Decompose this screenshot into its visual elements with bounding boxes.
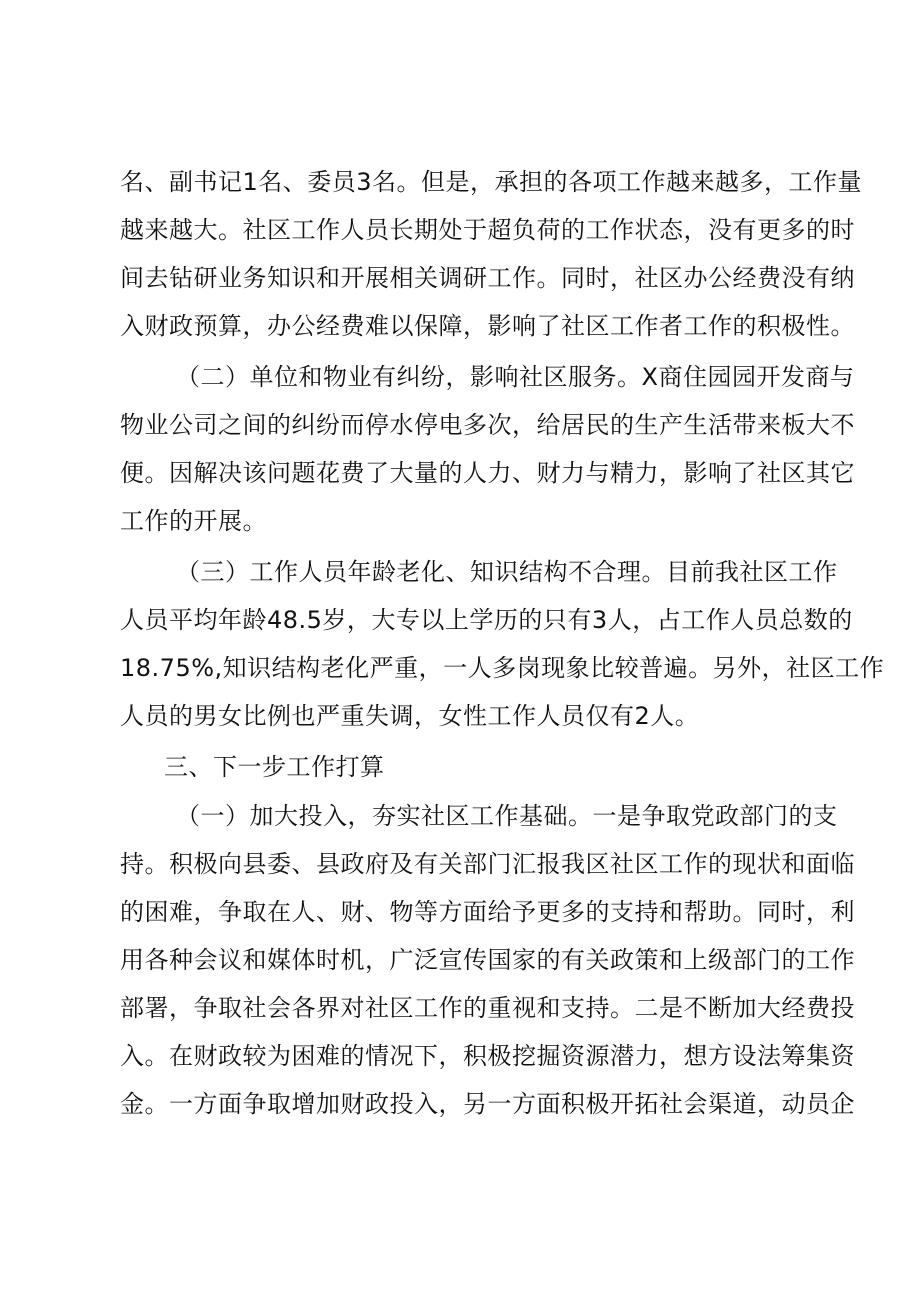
heading-text: 三、下一步工作打算	[164, 753, 385, 781]
text-line: （二）单位和物业有纠纷，影响社区服务。X商住园园开发商与	[176, 363, 855, 391]
text-line: 间去钻研业务知识和开展相关调研工作。同时，社区办公经费没有纳	[120, 264, 855, 292]
text-line: 人员平均年龄48.5岁，大专以上学历的只有3人，占工作人员总数的	[120, 606, 853, 634]
text-line: 金。一方面争取增加财政投入，另一方面积极开拓社会渠道，动员企	[120, 1090, 855, 1118]
paragraph-increase-investment	[120, 792, 855, 1128]
text-line: （一）加大投入，夯实社区工作基础。一是争取党政部门的支	[176, 802, 838, 830]
text-line: 便。因解决该问题花费了大量的人力、财力与精力，影响了社区其它	[120, 459, 855, 487]
text-line: 用各种会议和媒体时机，广泛宣传国家的有关政策和上级部门的工作	[120, 946, 855, 974]
paragraph-staff-aging	[120, 548, 885, 740]
text-line: 工作的开展。	[120, 507, 267, 535]
text-line: 的困难，争取在人、财、物等方面给予更多的支持和帮助。同时，利	[120, 898, 855, 926]
text-line: 名、副书记1名、委员3名。但是，承担的各项工作越来越多，工作量	[120, 168, 863, 196]
text-line: 物业公司之间的纠纷而停水停电多次，给居民的生产生活带来板大不	[120, 411, 855, 439]
text-line: 人员的男女比例也严重失调，女性工作人员仅有2人。	[120, 702, 700, 730]
text-line: 入。在财政较为困难的情况下，积极挖掘资源潜力，想方设法筹集资	[120, 1042, 855, 1070]
text-line: 入财政预算，办公经费难以保障，影响了社区工作者工作的积极性。	[120, 312, 855, 340]
text-line: 18.75%,知识结构老化严重，一人多岗现象比较普遍。另外，社区工作	[120, 654, 885, 682]
paragraph-staffing-workload	[120, 158, 863, 350]
paragraph-property-dispute	[120, 353, 855, 545]
text-line: 持。积极向县委、县政府及有关部门汇报我区社区工作的现状和面临	[120, 850, 855, 878]
text-line: 部署，争取社会各界对社区工作的重视和支持。二是不断加大经费投	[120, 994, 855, 1022]
section-heading-next-steps	[120, 743, 820, 791]
text-line: （三）工作人员年龄老化、知识结构不合理。目前我社区工作	[176, 558, 838, 586]
text-line: 越来越大。社区工作人员长期处于超负荷的工作状态，没有更多的时	[120, 216, 855, 244]
